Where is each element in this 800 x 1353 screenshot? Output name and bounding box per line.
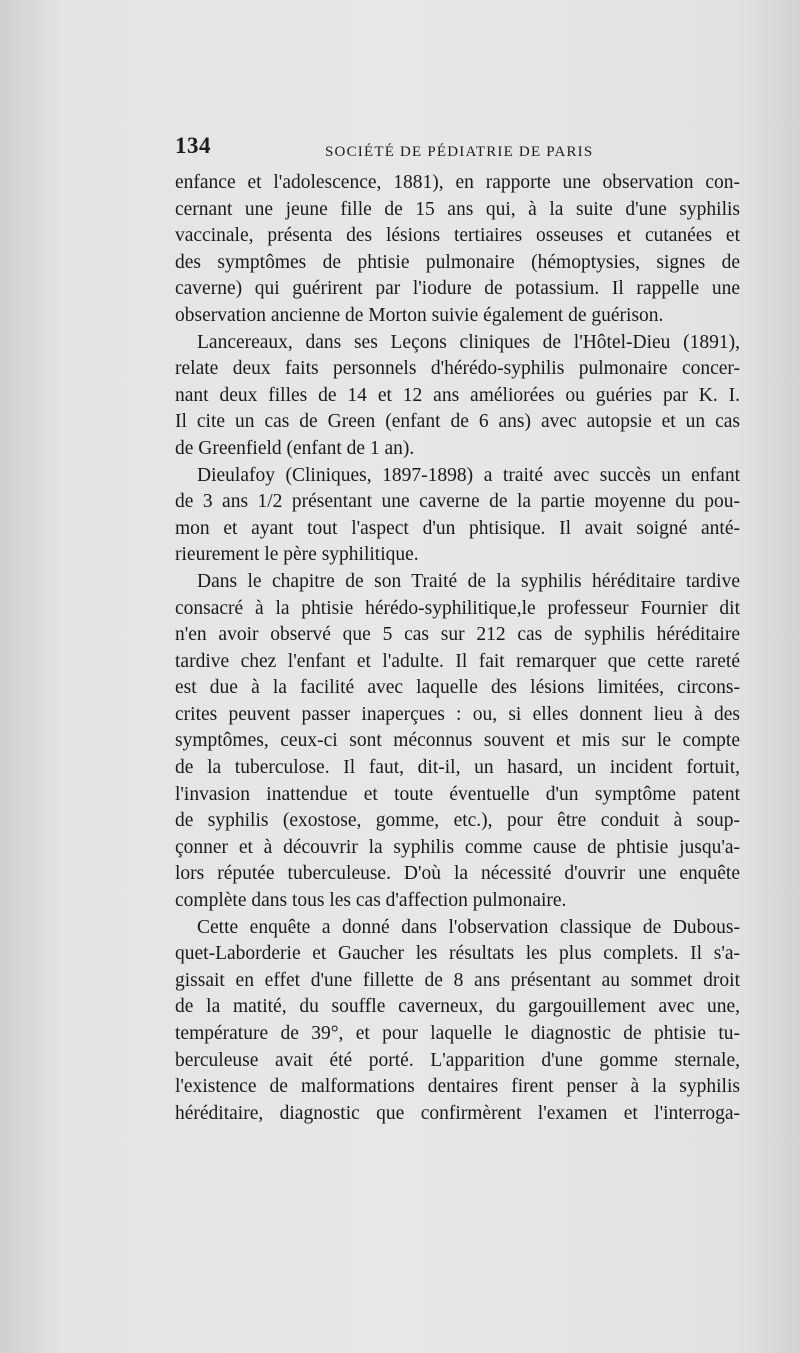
text-line: lors réputée tuberculeuse. D'où la nécessité d'ouvrir une enquête xyxy=(175,863,740,885)
text-line: l'existence de malformations dentaires firent penser à la syphilis xyxy=(175,1076,740,1098)
text-line: tardive chez l'enfant et l'adulte. Il fait remarquer que cette rareté xyxy=(175,650,740,672)
text-line: Dans le chapitre de son Traité de la syphilis héréditaire tardive xyxy=(197,570,740,592)
text-line: vaccinale, présenta des lésions tertiaires osseuses et cutanées et xyxy=(175,225,740,247)
text-line: n'en avoir observé que 5 cas sur 212 cas de syphilis héréditaire xyxy=(175,624,740,646)
text-line: symptômes, ceux-ci sont méconnus souvent et mis sur le compte xyxy=(175,730,740,752)
text-line: Il cite un cas de Green (enfant de 6 ans) avec autopsie et un cas xyxy=(175,411,740,433)
text-line: rieurement le père syphilitique. xyxy=(175,544,419,566)
text-line: nant deux filles de 14 et 12 ans améliorées ou guéries par K. I. xyxy=(175,384,740,406)
text-line: caverne) qui guérirent par l'iodure de potassium. Il rappelle une xyxy=(175,278,740,300)
page-number: 134 xyxy=(175,133,211,158)
text-line: quet-Laborderie et Gaucher les résultats les plus complets. Il s'a- xyxy=(175,943,740,965)
text-line: de la matité, du souffle caverneux, du gargouillement avec une, xyxy=(175,996,740,1018)
text-line: de syphilis (exostose, gomme, etc.), pour être conduit à soup- xyxy=(175,810,740,832)
text-line: gissait en effet d'une fillette de 8 ans présentant au sommet droit xyxy=(175,969,740,991)
text-line: héréditaire, diagnostic que confirmèrent l'examen et l'interroga- xyxy=(175,1102,740,1124)
text-line: l'invasion inattendue et toute éventuelle d'un symptôme patent xyxy=(175,783,740,805)
text-line: Cette enquête a donné dans l'observation classique de Dubous- xyxy=(197,916,740,938)
text-line: Lancereaux, dans ses Leçons cliniques de l'Hôtel-Dieu (1891), xyxy=(197,331,740,353)
text-line: berculeuse avait été porté. L'apparition d'une gomme sternale, xyxy=(175,1049,740,1071)
body-text xyxy=(175,170,740,1127)
running-head: SOCIÉTÉ DE PÉDIATRIE DE PARIS xyxy=(325,144,594,160)
page-header xyxy=(175,133,740,167)
text-line: cernant une jeune fille de 15 ans qui, à la suite d'une syphilis xyxy=(175,198,740,220)
text-line: de Greenfield (enfant de 1 an). xyxy=(175,437,415,459)
text-line: mon et ayant tout l'aspect d'un phtisique. Il avait soigné anté- xyxy=(175,517,740,539)
text-line: enfance et l'adolescence, 1881), en rapporte une observation con- xyxy=(175,172,740,193)
text-line: observation ancienne de Morton suivie également de guérison. xyxy=(175,304,664,326)
text-line: çonner et à découvrir la syphilis comme cause de phtisie jusqu'a- xyxy=(175,836,740,858)
text-line: Dieulafoy (Cliniques, 1897-1898) a traité avec succès un enfant xyxy=(197,464,740,486)
text-line: est due à la facilité avec laquelle des lésions limitées, circons- xyxy=(175,677,740,699)
text-line: crites peuvent passer inaperçues : ou, si elles donnent lieu à des xyxy=(175,703,740,725)
text-line: de la tuberculose. Il faut, dit-il, un hasard, un incident fortuit, xyxy=(175,757,740,779)
text-line: complète dans tous les cas d'affection pulmonaire. xyxy=(175,890,567,912)
text-line: de 3 ans 1/2 présentant une caverne de la partie moyenne du pou- xyxy=(175,491,740,513)
text-line: relate deux faits personnels d'hérédo-syphilis pulmonaire concer- xyxy=(175,358,740,380)
text-line: température de 39°, et pour laquelle le diagnostic de phtisie tu- xyxy=(175,1023,740,1044)
text-line: des symptômes de phtisie pulmonaire (hémoptysies, signes de xyxy=(175,251,740,273)
text-line: consacré à la phtisie hérédo-syphilitique,le professeur Fournier dit xyxy=(175,597,740,619)
